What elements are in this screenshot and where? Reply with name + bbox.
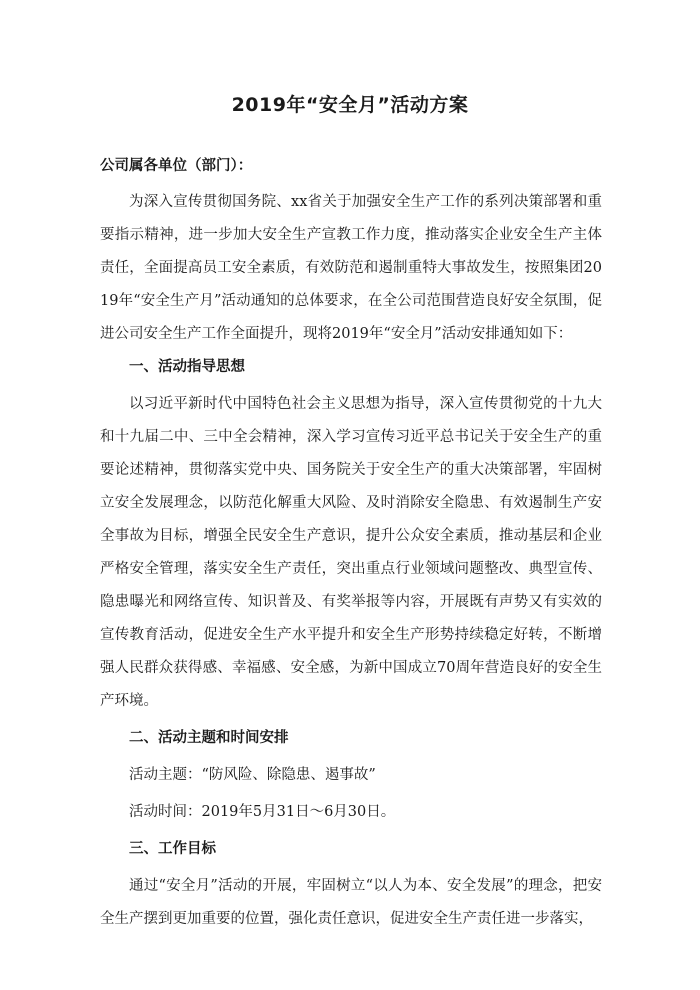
section-heading-guiding-ideology: 一、活动指导思想: [129, 359, 245, 375]
section-body-work-goals: 通过“安全月”活动的开展，牢固树立“以人为本、安全发展”的理念，把安全生产摆到更加重要的位置，强化责任意识，促进安全生产责任进一步落实，: [100, 878, 602, 927]
document-title: 2019年“安全月”活动方案: [231, 94, 469, 116]
section-body-guiding-ideology: 以习近平新时代中国特色社会主义思想为指导，深入宣传贯彻党的十九大和十九届二中、三中全会精神，深入学习宣传习近平总书记关于安全生产的重要论述精神，贯彻落实党中央、国务院关于安全生产的重大决策部署，牢固树立安全发展理念，以防范化解重大风险、及时消除安全隐患、有效遏制生产安全事故为目标，增强全民安全生产意识，提升公众安全素质，推动基层和企业严格安全管理，落实安全生产责任，突出重点行业领域问题整改、典型宣传、隐患曝光和网络宣传、知识普及、有奖举报等内容，开展既有声势又有实效的宣传教育活动，促进安全生产水平提升和安全生产形势持续稳定好转，不断增强人民群众获得感、幸福感、安全感，为新中国成立70周年营造良好的安全生产环境。: [100, 396, 602, 709]
section-heading-theme-schedule: 二、活动主题和时间安排: [129, 730, 289, 746]
intro-paragraph: 为深入宣传贯彻国务院、xx省关于加强安全生产工作的系列决策部署和重要指示精神，进一步加大安全生产宣教工作力度，推动落实企业安全生产主体责任，全面提高员工安全素质，有效防范和遏制重特大事故发生，按照集团2019年“安全生产月”活动通知的总体要求，在全公司范围营造良好安全氛围，促进公司安全生产工作全面提升，现将2019年“安全月”活动安排通知如下：: [100, 194, 602, 342]
addressee: 公司属各单位（部门）：: [100, 158, 253, 174]
activity-time: 活动时间：2019年5月31日～6月30日。: [129, 804, 396, 820]
activity-theme: 活动主题：“防风险、除隐患、遏事故”: [129, 767, 376, 783]
section-heading-work-goals: 三、工作目标: [129, 841, 216, 857]
document-body: [100, 150, 602, 936]
